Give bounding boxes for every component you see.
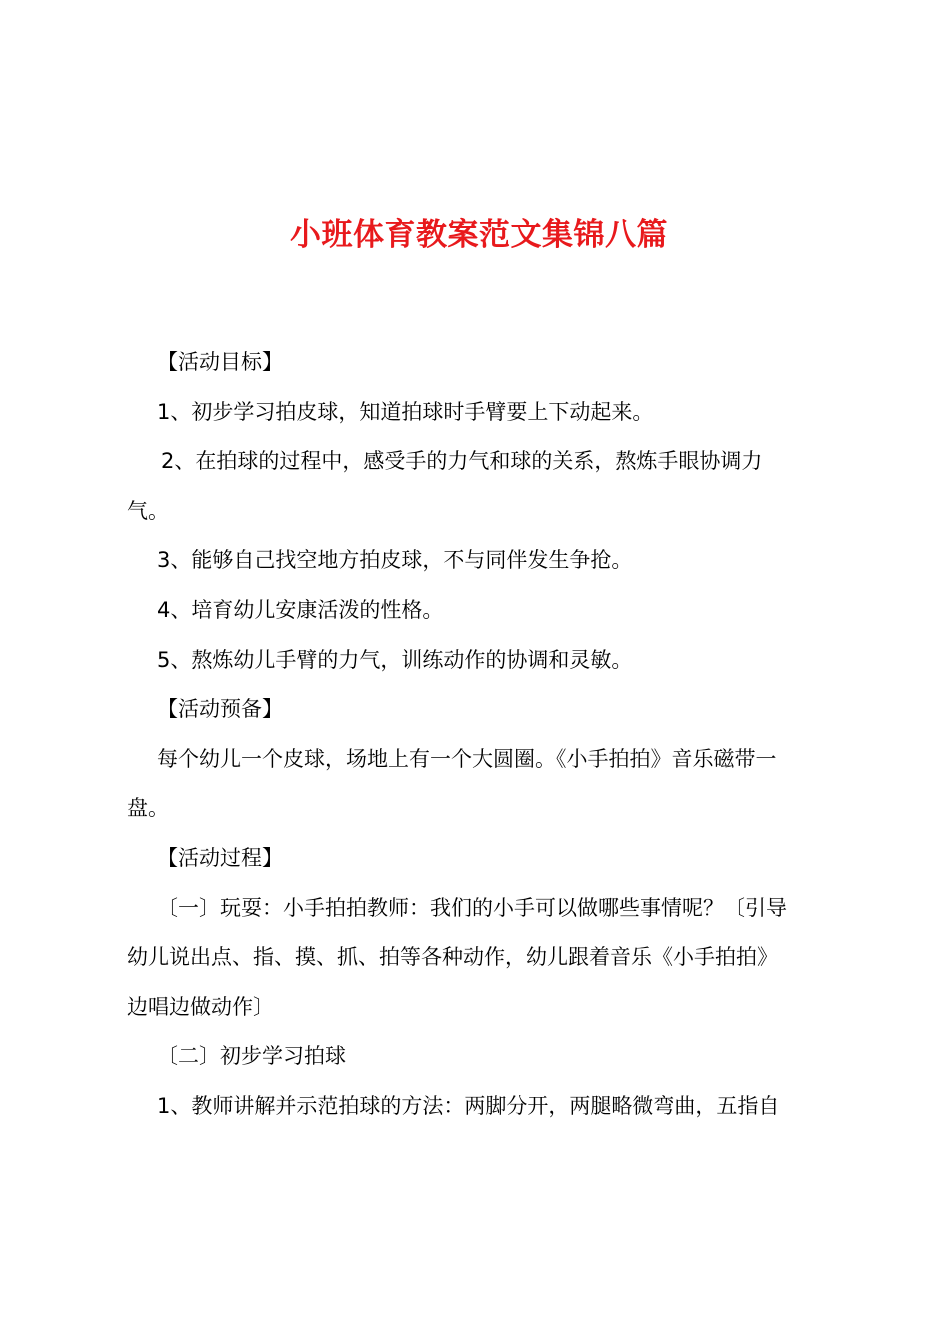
paragraph-line: 2、在拍球的过程中，感受手的力气和球的关系，熬炼手眼协调力 xyxy=(161,449,763,474)
document-body xyxy=(127,338,833,1132)
paragraph-line: 盘。 xyxy=(127,796,169,821)
paragraph-line: 5、熬炼幼儿手臂的力气，训练动作的协调和灵敏。 xyxy=(157,647,633,672)
paragraph-line: 1、教师讲解并示范拍球的方法：两脚分开，两腿略微弯曲，五指自 xyxy=(157,1093,780,1118)
paragraph-line: 气。 xyxy=(127,498,169,523)
section-heading-preparation: 【活动预备】 xyxy=(157,697,283,722)
paragraph-line: 幼儿说出点、指、摸、抓、拍等各种动作，幼儿跟着音乐《小手拍拍》 xyxy=(127,945,778,970)
paragraph-line: 〔一〕玩耍：小手拍拍教师：我们的小手可以做哪些事情呢？〔引导 xyxy=(157,895,787,920)
section-heading-process: 【活动过程】 xyxy=(157,845,283,870)
paragraph-line: 1、初步学习拍皮球，知道拍球时手臂要上下动起来。 xyxy=(157,399,654,424)
section-heading-goals: 【活动目标】 xyxy=(157,350,283,374)
paragraph-line: 每个幼儿一个皮球，场地上有一个大圆圈。《小手拍拍》音乐磁带一 xyxy=(157,746,777,771)
paragraph-line: 3、能够自己找空地方拍皮球，不与同伴发生争抢。 xyxy=(157,548,633,573)
paragraph-line: 4、培育幼儿安康活泼的性格。 xyxy=(157,597,444,622)
paragraph-line: 〔二〕初步学习拍球 xyxy=(157,1044,346,1069)
paragraph-line: 边唱边做动作〕 xyxy=(127,994,274,1019)
document-title: 小班体育教案范文集锦八篇 xyxy=(290,217,668,253)
